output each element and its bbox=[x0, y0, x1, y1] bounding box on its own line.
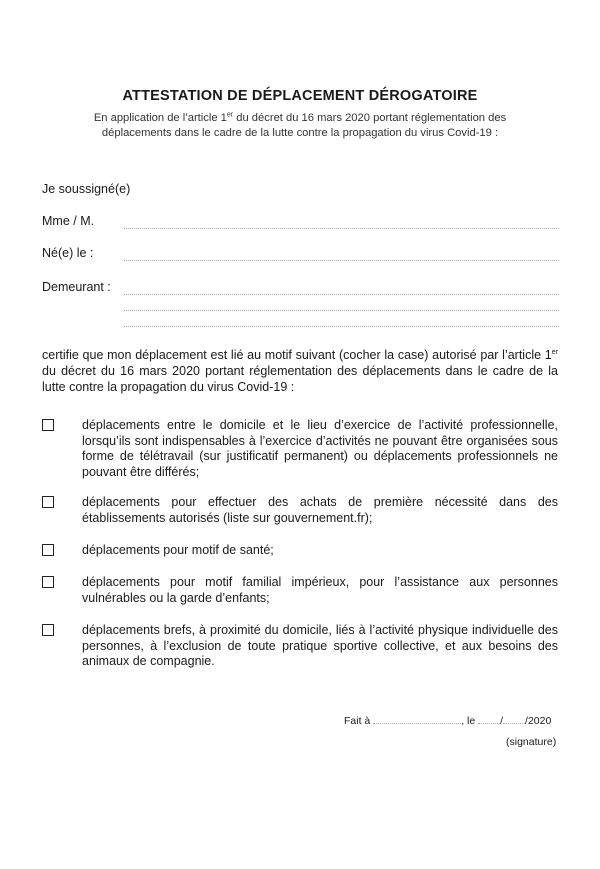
name-label: Mme / M. bbox=[42, 214, 95, 228]
date-separator: / bbox=[500, 715, 504, 727]
reason-text-family: déplacements pour motif familial impérieux, pour l’assistance aux personnes vulnérables ou la garde d’enfants; bbox=[82, 575, 558, 605]
month-field[interactable] bbox=[503, 722, 525, 724]
reason-text-health: déplacements pour motif de santé; bbox=[82, 543, 274, 557]
reason-text-work: déplacements entre le domicile et le lieu d’exercice de l’activité professionnelle, lorsqu’ils sont indispensables à l’exercice d’activités ne pouvant être organisées sous forme de télétravail (sur justificatif permanent) ou déplacements professionnels ne pouvant être différés; bbox=[82, 418, 558, 479]
address-field-line-3[interactable] bbox=[124, 326, 559, 327]
fait-a-label: Fait à bbox=[344, 715, 371, 727]
reason-text-shopping: déplacements pour effectuer des achats de première nécessité dans des établissements autorisés (liste sur gouvernement.fr); bbox=[82, 495, 558, 525]
day-field[interactable] bbox=[478, 722, 500, 724]
reason-checkbox-shopping[interactable] bbox=[42, 496, 54, 508]
year-label: /2020 bbox=[525, 715, 552, 727]
reason-checkbox-exercise[interactable] bbox=[42, 624, 54, 636]
subtitle-line1-end: du décret du 16 mars 2020 portant réglementation des bbox=[233, 112, 507, 124]
reason-text-exercise: déplacements brefs, à proximité du domicile, liés à l’activité physique individuelle des personnes, à l’exclusion de toute pratique sportive collective, et aux besoins des animaux de compagnie. bbox=[82, 623, 558, 668]
reason-checkbox-health[interactable] bbox=[42, 544, 54, 556]
document-title: ATTESTATION DE DÉPLACEMENT DÉROGATOIRE bbox=[122, 88, 478, 104]
birth-date-field[interactable] bbox=[124, 260, 559, 261]
certification-text-start: certifie que mon déplacement est lié au motif suivant (cocher la case) autorisé par l’article 1 bbox=[42, 348, 552, 362]
address-field-line-1[interactable] bbox=[124, 294, 559, 295]
subtitle-line2: déplacements dans le cadre de la lutte contre la propagation du virus Covid-19 : bbox=[101, 127, 499, 139]
certification-paragraph bbox=[42, 347, 558, 395]
subtitle-superscript: er bbox=[226, 111, 234, 119]
intro-label: Je soussigné(e) bbox=[42, 182, 131, 196]
document-subtitle bbox=[60, 111, 540, 141]
place-date-line bbox=[344, 715, 551, 727]
address-label: Demeurant : bbox=[42, 280, 111, 294]
reason-checkbox-work[interactable] bbox=[42, 419, 54, 431]
name-field[interactable] bbox=[124, 228, 559, 229]
place-field[interactable] bbox=[373, 722, 461, 724]
certification-text-end: du décret du 16 mars 2020 portant réglementation des déplacements dans le cadre de la lutte contre la propagation du virus Covid-19 : bbox=[42, 364, 558, 394]
signature-label[interactable]: (signature) bbox=[506, 736, 557, 748]
date-le-label: , le bbox=[461, 715, 476, 727]
address-field-line-2[interactable] bbox=[124, 310, 559, 311]
reason-checkbox-family[interactable] bbox=[42, 576, 54, 588]
certification-superscript: er bbox=[551, 348, 558, 356]
birth-date-label: Né(e) le : bbox=[42, 246, 94, 260]
subtitle-line1-start: En application de l’article 1 bbox=[93, 112, 227, 124]
